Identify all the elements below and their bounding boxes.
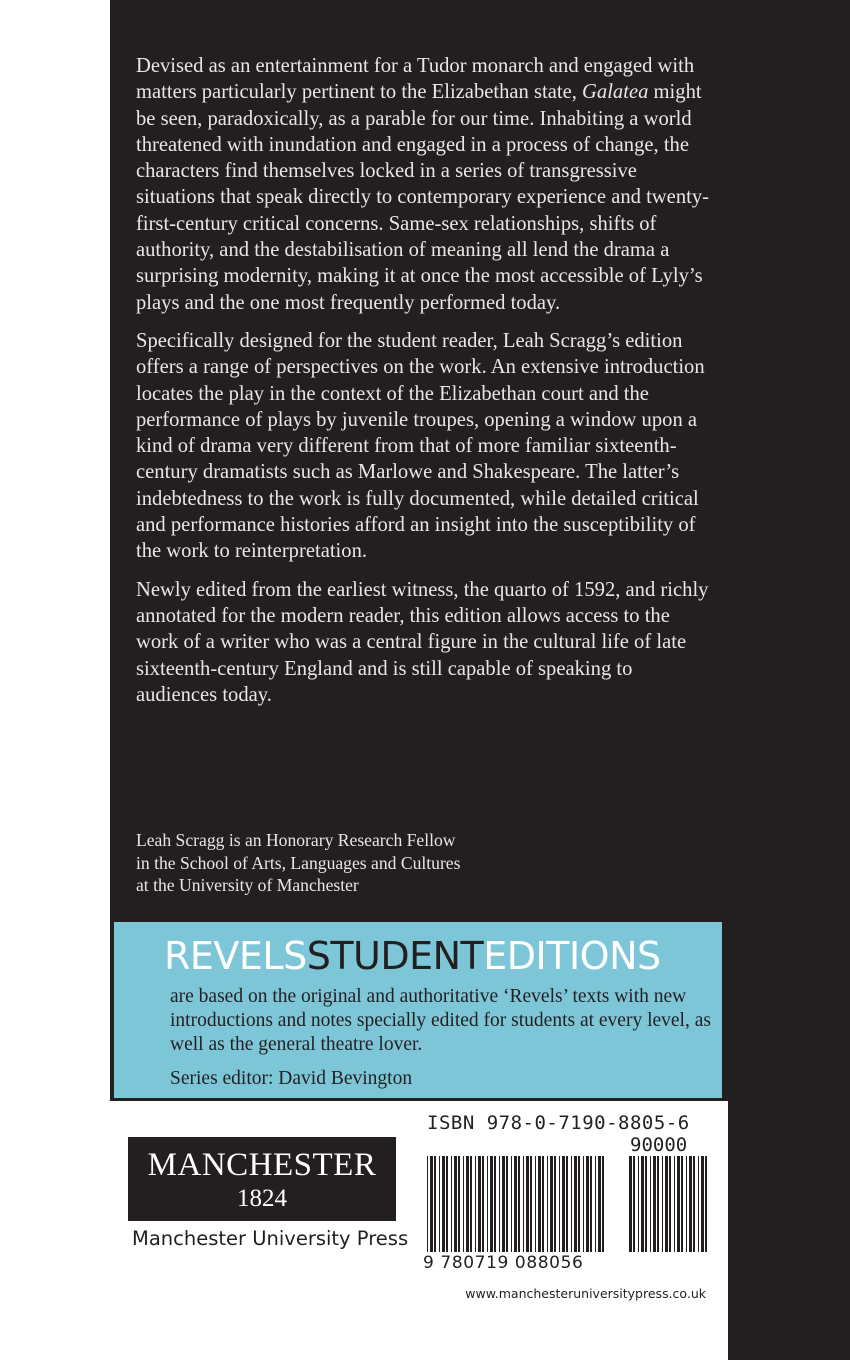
author-bio-line: Leah Scragg is an Honorary Research Fellow [136,830,456,850]
logo-year: 1824 [237,1185,287,1212]
author-bio-line: at the University of Manchester [136,875,359,895]
isbn: ISBN 978-0-7190-8805-6 [427,1112,690,1134]
series-editor: Series editor: David Bevington [170,1068,413,1089]
publisher-panel [110,1101,728,1360]
barcode-addon-digits: 90000 [630,1134,688,1156]
blurb [136,53,716,720]
series-band [114,922,722,1098]
logo-name: MANCHESTER [147,1147,377,1183]
series-description: are based on the original and authoritative ‘Revels’ texts with new introductions and notes specially edited for students at every level, as well as the general theatre lover. [170,986,711,1055]
publisher-name: Manchester University Press [132,1227,409,1250]
barcode-icon [426,1156,606,1252]
publisher-url: www.manchesteruniversitypress.co.uk [465,1286,706,1301]
play-title: Galatea [582,81,649,104]
blurb-paragraph-1: Devised as an entertainment for a Tudor monarch and engaged with matters particularly pertinent to the Elizabethan state, Galatea might be seen, paradoxically, as a parable for our time. Inhabiting a world threatened with inundation and engaged in a process of change, the characters find themselves locked in a series of transgressive situations that speak directly to contemporary experience and twenty-first-century critical concerns. Same-sex relationships, shifts of authority, and the destabilisation of meaning all lend the drama a surprising modernity, making it at once the most accessible of Lyly’s plays and the one most frequently performed today. [136,55,709,314]
author-bio [136,829,696,897]
blurb-paragraph-3: Newly edited from the earliest witness, the quarto of 1592, and richly annotated for the modern reader, this edition allows access to the work of a writer who was a central figure in the cultural life of late sixteenth-century England and is still capable of speaking to audiences today. [136,578,709,706]
series-title: REVELSSTUDENTEDITIONS [164,934,661,978]
author-bio-line: in the School of Arts, Languages and Cultures [136,852,461,873]
barcode-number: 9 780719 088056 [423,1253,584,1273]
blurb-paragraph-2: Specifically designed for the student reader, Leah Scragg’s edition offers a range of perspectives on the work. An extensive introduction locates the play in the context of the Elizabethan court and the performance of plays by juvenile troupes, opening a window upon a kind of drama very different from that of more familiar sixteenth-century dramatists such as Marlowe and Shakespeare. The latter’s indebtedness to the work is fully documented, while detailed critical and performance histories afford an insight into the susceptibility of the work to reinterpretation. [136,329,705,563]
publisher-logo [128,1137,396,1221]
barcode-addon-icon [628,1156,708,1252]
